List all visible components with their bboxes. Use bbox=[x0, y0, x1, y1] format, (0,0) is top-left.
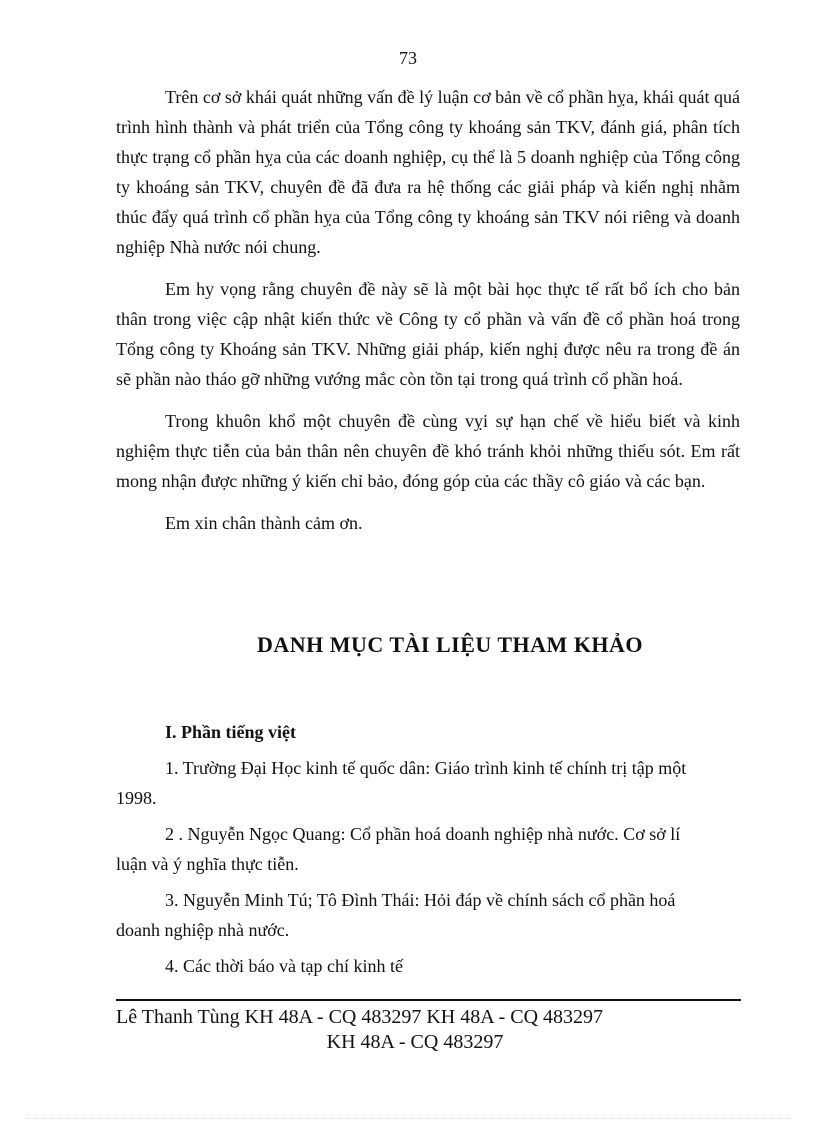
paragraph: Em hy vọng rằng chuyên đề này sẽ là một bài học thực tế rất bổ ích cho bản thân trong việc cập nhật kiến thức về Công ty cổ phần và vấn đề cổ phần hoá trong Tổng công ty Khoáng sản TKV. Những giải pháp, kiến nghị được nêu ra trong đề án sẽ phần nào tháo gỡ những vướng mắc còn tồn tại trong quá trình cổ phần hoá. bbox=[116, 279, 740, 389]
footer-class-code: KH 48A - CQ 483297 bbox=[326, 1031, 504, 1053]
paragraph: Trong khuôn khổ một chuyên đề cùng vỵi sự hạn chế về hiểu biết và kinh nghiệm thực tiễn của bản thân nên chuyên đề khó tránh khỏi những thiếu sót. Em rất mong nhận được những ý kiến chỉ bảo, đóng góp của các thầy cô giáo và các bạn. bbox=[116, 411, 740, 491]
paragraph: Trên cơ sở khái quát những vấn đề lý luận cơ bản về cổ phần hỵa, khái quát quá trình hình thành và phát triển của Tổng công ty khoáng sản TKV, đánh giá, phân tích thực trạng cổ phần hỵa của các doanh nghiệp, cụ thể là 5 doanh nghiệp của Tổng công ty khoáng sản TKV, chuyên đề đã đưa ra hệ thống các giải pháp và kiến nghị nhằm thúc đẩy quá trình cổ phần hỵa của Tổng công ty khoáng sản TKV nói riêng và doanh nghiệp Nhà nước nói chung. bbox=[116, 87, 741, 257]
reference-item-continuation: 1998. bbox=[116, 788, 157, 808]
page-number: 73 bbox=[399, 48, 417, 68]
reference-item-text: 4. Các thời báo và tạp chí kinh tế bbox=[165, 956, 403, 976]
references-heading: DANH MỤC TÀI LIỆU THAM KHẢO bbox=[256, 632, 644, 657]
reference-item bbox=[116, 753, 740, 813]
footer-author: Lê Thanh Tùng KH 48A - CQ 483297 KH 48A - CQ 483297 bbox=[116, 1006, 604, 1028]
reference-section-title: I. Phần tiếng việt bbox=[165, 722, 297, 742]
closing-line: Em xin chân thành cảm ơn. bbox=[165, 513, 363, 533]
reference-item-text: 1. Trường Đại Học kinh tế quốc dân: Giáo trình kinh tế chính trị tập một bbox=[165, 758, 687, 778]
reference-item bbox=[116, 885, 740, 945]
reference-item-continuation: luận và ý nghĩa thực tiễn. bbox=[116, 854, 299, 874]
reference-item bbox=[165, 951, 740, 981]
page-edge-divider bbox=[24, 1118, 792, 1119]
footer-divider bbox=[116, 999, 741, 1001]
reference-list bbox=[116, 717, 740, 987]
reference-item bbox=[116, 819, 740, 879]
reference-item-text: 2 . Nguyễn Ngọc Quang: Cổ phần hoá doanh nghiệp nhà nước. Cơ sở lí bbox=[165, 824, 681, 844]
reference-item-continuation: doanh nghiệp nhà nước. bbox=[116, 920, 290, 940]
body-text bbox=[116, 82, 740, 550]
reference-item-text: 3. Nguyễn Minh Tú; Tô Đình Thái: Hỏi đáp về chính sách cổ phần hoá bbox=[165, 890, 676, 910]
